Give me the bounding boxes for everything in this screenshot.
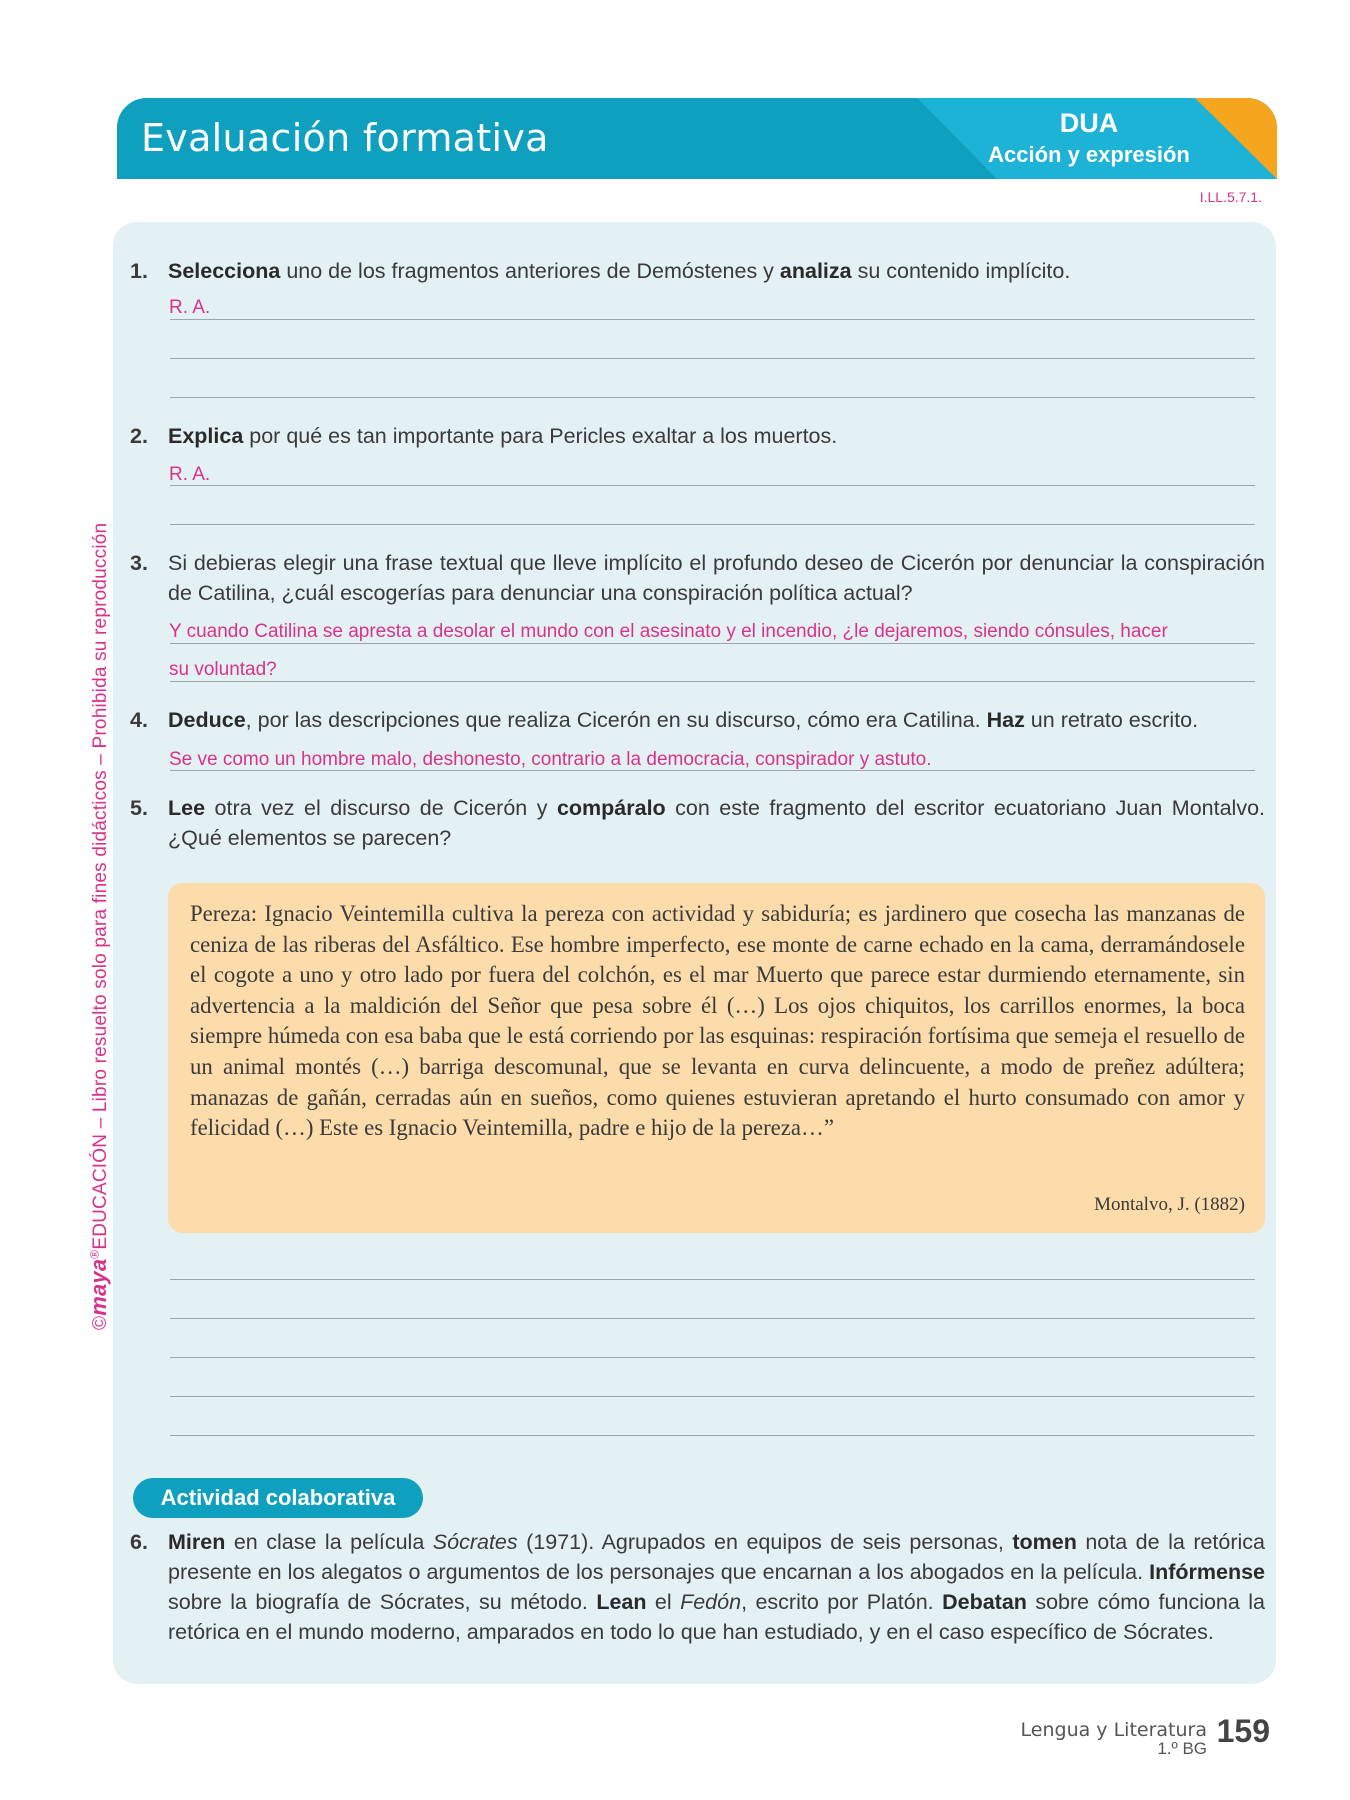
question-5 — [130, 793, 1265, 853]
quote-text: Pereza: Ignacio Veintemilla cultiva la pereza con actividad y sabiduría; es jardinero que cosecha las manzanas de ceniza de las riberas del Asfáltico. Ese hombre imperfecto, ese monte de carne echado en la cama, derramándosele el cogote a uno y otro lado por fuera del colchón, es el mar Muerto que parece estar durmiendo eternamente, sin advertencia a la maldición del Señor que pesa sobre él (…) Los ojos chiquitos, los carrillos enormes, la boca siempre húmeda con esa baba que le está corriendo por las esquinas: respiración fortísima que semeja el resuello de un animal montés (…) barriga descomunal, que se levanta en curva delincuente, a modo de preñez adúltera; manazas de gañán, cerradas aún en sueños, como quienes estuvieran apretando el hurto consumado con amor y felicidad (…) Este es Ignacio Veintemilla, padre e hijo de la pereza…” — [190, 901, 1245, 1141]
answer-line[interactable] — [170, 1279, 1255, 1280]
question-number: 4. — [130, 708, 148, 732]
question-number: 6. — [130, 1530, 148, 1554]
question-text: Miren en clase la película Sócrates (1971). Agrupados en equipos de seis personas, tomen nota de la retórica presente en los alegatos o argumentos de los personajes que encarnan a los abogados en la película. Infórmense sobre la biografía de Sócrates, su método. Lean el Fedón, escrito por Platón. Debatan sobre cómo funciona la retórica en el mundo moderno, amparados en todo lo que han estudiado, y en el caso específico de Sócrates. — [168, 1530, 1266, 1644]
answer-line[interactable] — [170, 524, 1255, 525]
registered-mark: ® — [87, 1249, 102, 1259]
copyright-text: EDUCACIÓN – Libro resuelto solo para fines didácticos – Prohibida su reproducción — [90, 522, 111, 1250]
answer-2: R. A. — [169, 464, 211, 485]
question-1 — [130, 256, 1265, 286]
answer-4: Se ve como un hombre malo, deshonesto, contrario a la democracia, conspirador y astuto. — [169, 749, 932, 770]
answer-line[interactable] — [170, 319, 1255, 320]
answer-line[interactable] — [170, 397, 1255, 398]
question-2 — [130, 421, 1265, 451]
answer-line[interactable] — [170, 358, 1255, 359]
question-3 — [130, 548, 1265, 608]
question-text: Lee otra vez el discurso de Cicerón y compáralo con este fragmento del escritor ecuatoriano Juan Montalvo. ¿Qué elementos se parecen? — [168, 796, 1265, 850]
answer-3-line-2: su voluntad? — [169, 659, 277, 680]
answer-line[interactable] — [170, 770, 1255, 771]
question-number: 2. — [130, 424, 148, 448]
question-4 — [130, 705, 1265, 735]
question-6 — [130, 1527, 1265, 1647]
header-banner — [117, 98, 1277, 179]
question-number: 3. — [130, 551, 148, 575]
collaborative-activity-badge: Actividad colaborativa — [133, 1478, 423, 1518]
question-text: Explica por qué es tan importante para Pericles exaltar a los muertos. — [168, 424, 838, 448]
answer-1: R. A. — [169, 297, 211, 318]
answer-3-line-1: Y cuando Catilina se apresta a desolar el mundo con el asesinato y el incendio, ¿le dejaremos, siendo cónsules, hacer — [169, 621, 1168, 642]
question-text: Selecciona uno de los fragmentos anteriores de Demóstenes y analiza su contenido implícito. — [168, 259, 1071, 283]
question-text: Si debieras elegir una frase textual que lleve implícito el profundo deseo de Cicerón por denunciar la conspiración de Catilina, ¿cuál escogerías para denunciar una conspiración política actual? — [168, 551, 1265, 605]
answer-line[interactable] — [170, 1318, 1255, 1319]
answer-line[interactable] — [170, 1435, 1255, 1436]
quote-citation: Montalvo, J. (1882) — [1094, 1194, 1245, 1215]
question-number: 1. — [130, 259, 148, 283]
answer-line[interactable] — [170, 681, 1255, 682]
dua-subtitle: Acción y expresión — [988, 142, 1190, 167]
copyright-vertical — [86, 490, 116, 1330]
answer-line[interactable] — [170, 1396, 1255, 1397]
dua-label: DUA — [1059, 108, 1119, 138]
footer-grade: 1.º BG — [1157, 1739, 1207, 1758]
answer-line[interactable] — [170, 1357, 1255, 1358]
brand-logo: maya — [86, 1258, 111, 1316]
footer-subject: Lengua y Literatura — [1020, 1719, 1207, 1741]
quote-box — [168, 883, 1265, 1233]
answer-line[interactable] — [170, 485, 1255, 486]
question-number: 5. — [130, 796, 148, 820]
answer-line[interactable] — [170, 643, 1255, 644]
indicator-code: I.LL.5.7.1. — [1199, 189, 1262, 205]
question-text: Deduce, por las descripciones que realiza Cicerón en su discurso, cómo era Catilina. Haz un retrato escrito. — [168, 708, 1199, 732]
page-title: Evaluación formativa — [141, 116, 549, 160]
page-number: 159 — [1216, 1713, 1270, 1749]
copyright-symbol: © — [90, 1315, 111, 1330]
